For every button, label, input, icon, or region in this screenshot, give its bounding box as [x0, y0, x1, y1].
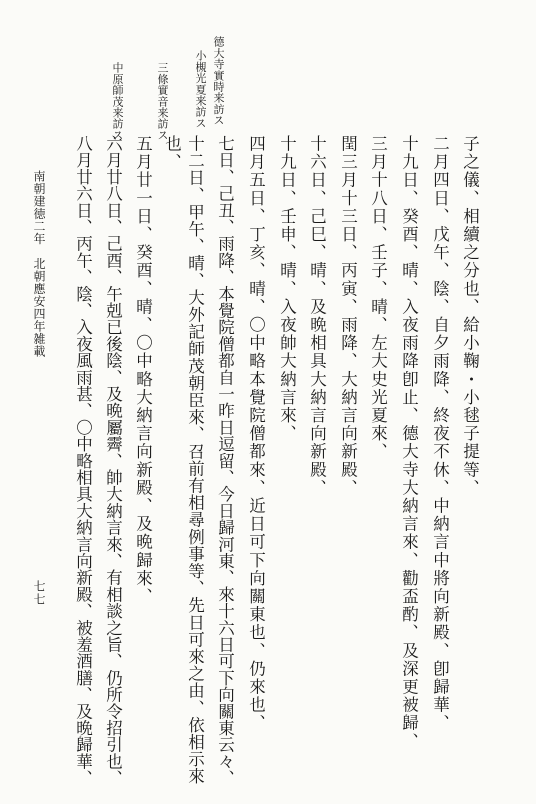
text-line: 閏三月十三日、丙寅、雨降、大納言向新殿、	[338, 135, 358, 497]
text-line: 十六日、己巳、晴、及晩相具大納言向新殿、	[307, 135, 327, 497]
margin-note: 中原師茂来訪ス	[111, 62, 124, 141]
text-line: 四月五日、丁亥、晴、〇中略本覺院僧都來、近日可下向關東也、仍來也、	[246, 135, 266, 733]
text-line: 七日、己丑、雨降、本覺院僧都自一昨日逗留、今日歸河東、來十六日可下向關東云々、	[215, 135, 235, 787]
text-line: 十二日、甲午、晴、大外記師茂朝臣來、召前有相尋例事等、先日可來之由、依相示來	[185, 135, 205, 785]
text-line: 二月四日、戊午、陰、自夕雨降、終夜不休、中納言中將向新殿、卽歸華、	[430, 135, 450, 733]
running-head: 南朝建徳二年 北朝應安四年雑載	[32, 170, 46, 358]
text-line: 五月廿一日、癸酉、晴、〇中略大納言向新殿、及晩歸來、	[133, 135, 153, 606]
text-line: 十九日、壬申、晴、入夜帥大納言來、	[277, 135, 297, 443]
text-line: 六月廿八日、己酉、午剋已後陰、及晩屬霽、帥大納言來、有相談之旨、仍所令招引也、	[103, 135, 123, 787]
text-line: 八月廿六日、丙午、陰、入夜風雨甚、〇中略相具大納言向新殿、被羞酒膳、及晩歸華、	[73, 135, 93, 787]
page-number: 七七	[32, 580, 46, 606]
text-line: 三月十八日、壬子、晴、左大史光夏來、	[368, 135, 388, 461]
margin-note: 德大寺實時来訪ス	[212, 36, 225, 126]
margin-note: 小槻光夏来訪ス	[194, 50, 207, 129]
margin-note: 三條實音来訪ス	[156, 62, 169, 141]
text-line: 子之儀、相續之分也、給小鞠・小毬子提等、	[460, 135, 480, 497]
text-line: 十九日、癸酉、晴、入夜雨降卽止、德大寺大納言來、勸盃酌、及深更被歸、	[399, 135, 419, 751]
text-line: 也、	[162, 135, 182, 172]
